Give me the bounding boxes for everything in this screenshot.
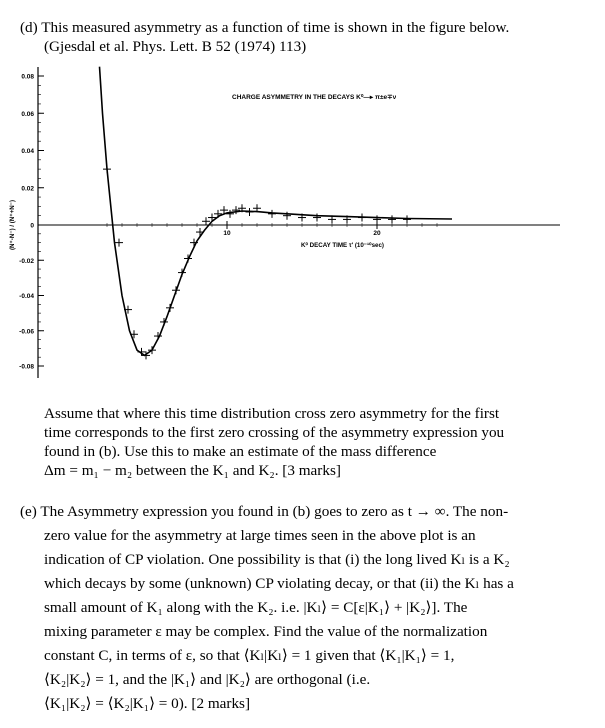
data-point: [226, 210, 234, 218]
data-point: [172, 286, 180, 294]
y-tick-label: 0: [30, 222, 34, 230]
part-e-line-4: which decays by some (unknown) CP violating decay, or that (ii) the Kₗ has a: [44, 575, 514, 592]
part-e-line-5: small amount of K₁ along with the K₂. i.e. |Kₗ⟩ = C[ε|K₁⟩ + |K₂⟩]. The: [44, 599, 468, 616]
part-e-line-3: indication of CP violation. One possibility is that (i) the long lived Kₗ is a K₂: [44, 551, 510, 568]
x-tick-label: 10: [223, 230, 231, 237]
part-d-q-line-1: Assume that where this time distribution cross zero asymmetry for the first: [44, 405, 500, 422]
y-tick-label: -0.08: [19, 363, 34, 371]
data-point: [103, 165, 111, 173]
part-e-line-2: zero value for the asymmetry at large times seen in the above plot is an: [44, 527, 476, 544]
part-e: [20, 500, 590, 716]
x-axis-label: K⁰ DECAY TIME τ' (10⁻¹⁰sec): [301, 242, 384, 249]
y-tick-label: -0.04: [19, 293, 34, 300]
data-point: [166, 304, 174, 312]
data-point: [358, 214, 366, 222]
part-e-line-1: (e) The Asymmetry expression you found in (b) goes to zero as t → ∞. The non-: [20, 503, 509, 520]
data-point: [196, 228, 204, 236]
data-point: [115, 239, 123, 247]
chart-title: CHARGE ASYMMETRY IN THE DECAYS K⁰—▸ π±e∓ν: [232, 94, 397, 101]
data-point: [208, 214, 216, 222]
curve-layer: [100, 67, 453, 356]
part-d-line-1: (d) This measured asymmetry as a function of time is shown in the figure below.: [20, 19, 510, 36]
part-d-citation: (Gjesdal et al. Phys. Lett. B 52 (1974) 113): [44, 38, 307, 55]
y-tick-label: -0.02: [19, 257, 34, 265]
y-tick-label: -0.06: [19, 328, 34, 336]
part-e-line-8: ⟨K₂|K₂⟩ = 1, and the |K₁⟩ and |K₂⟩ are orthogonal (i.e.: [44, 671, 371, 688]
axes: [38, 67, 560, 378]
points-layer: [103, 165, 411, 359]
y-tick-label: 0.02: [21, 185, 34, 193]
part-d-q-line-4: Δm = m₁ − m₂ between the K₁ and K₂. [3 marks]: [44, 462, 341, 479]
data-point: [246, 208, 254, 216]
y-tick-label: 0.06: [21, 110, 34, 118]
y-tick-label: 0.08: [21, 73, 34, 81]
chart-labels: [9, 74, 397, 371]
data-point: [268, 210, 276, 218]
data-point: [388, 215, 396, 223]
part-e-line-7: constant C, in terms of ε, so that ⟨Kₗ|Kₗ⟩ = 1 given that ⟨K₁|K₁⟩ = 1,: [44, 647, 455, 664]
part-e-line-6: mixing parameter ε may be complex. Find the value of the normalization: [44, 623, 488, 640]
part-e-line-9: ⟨K₁|K₂⟩ = ⟨K₂|K₁⟩ = 0). [2 marks]: [44, 695, 251, 712]
data-point: [403, 215, 411, 223]
data-point: [373, 215, 381, 223]
asymmetry-curve: [100, 67, 453, 356]
part-d-question: [20, 404, 590, 480]
x-tick-label: 20: [373, 230, 381, 237]
y-tick-label: 0.04: [21, 148, 34, 155]
part-d-q-line-2: time corresponds to the first zero crossing of the asymmetry expression you: [44, 424, 505, 441]
y-axis-label: (N⁺-N⁻) / (N⁺+N⁻): [9, 199, 16, 251]
part-d-q-line-3: found in (b). Use this to make an estimate of the mass difference: [44, 443, 437, 460]
data-point: [214, 210, 222, 218]
